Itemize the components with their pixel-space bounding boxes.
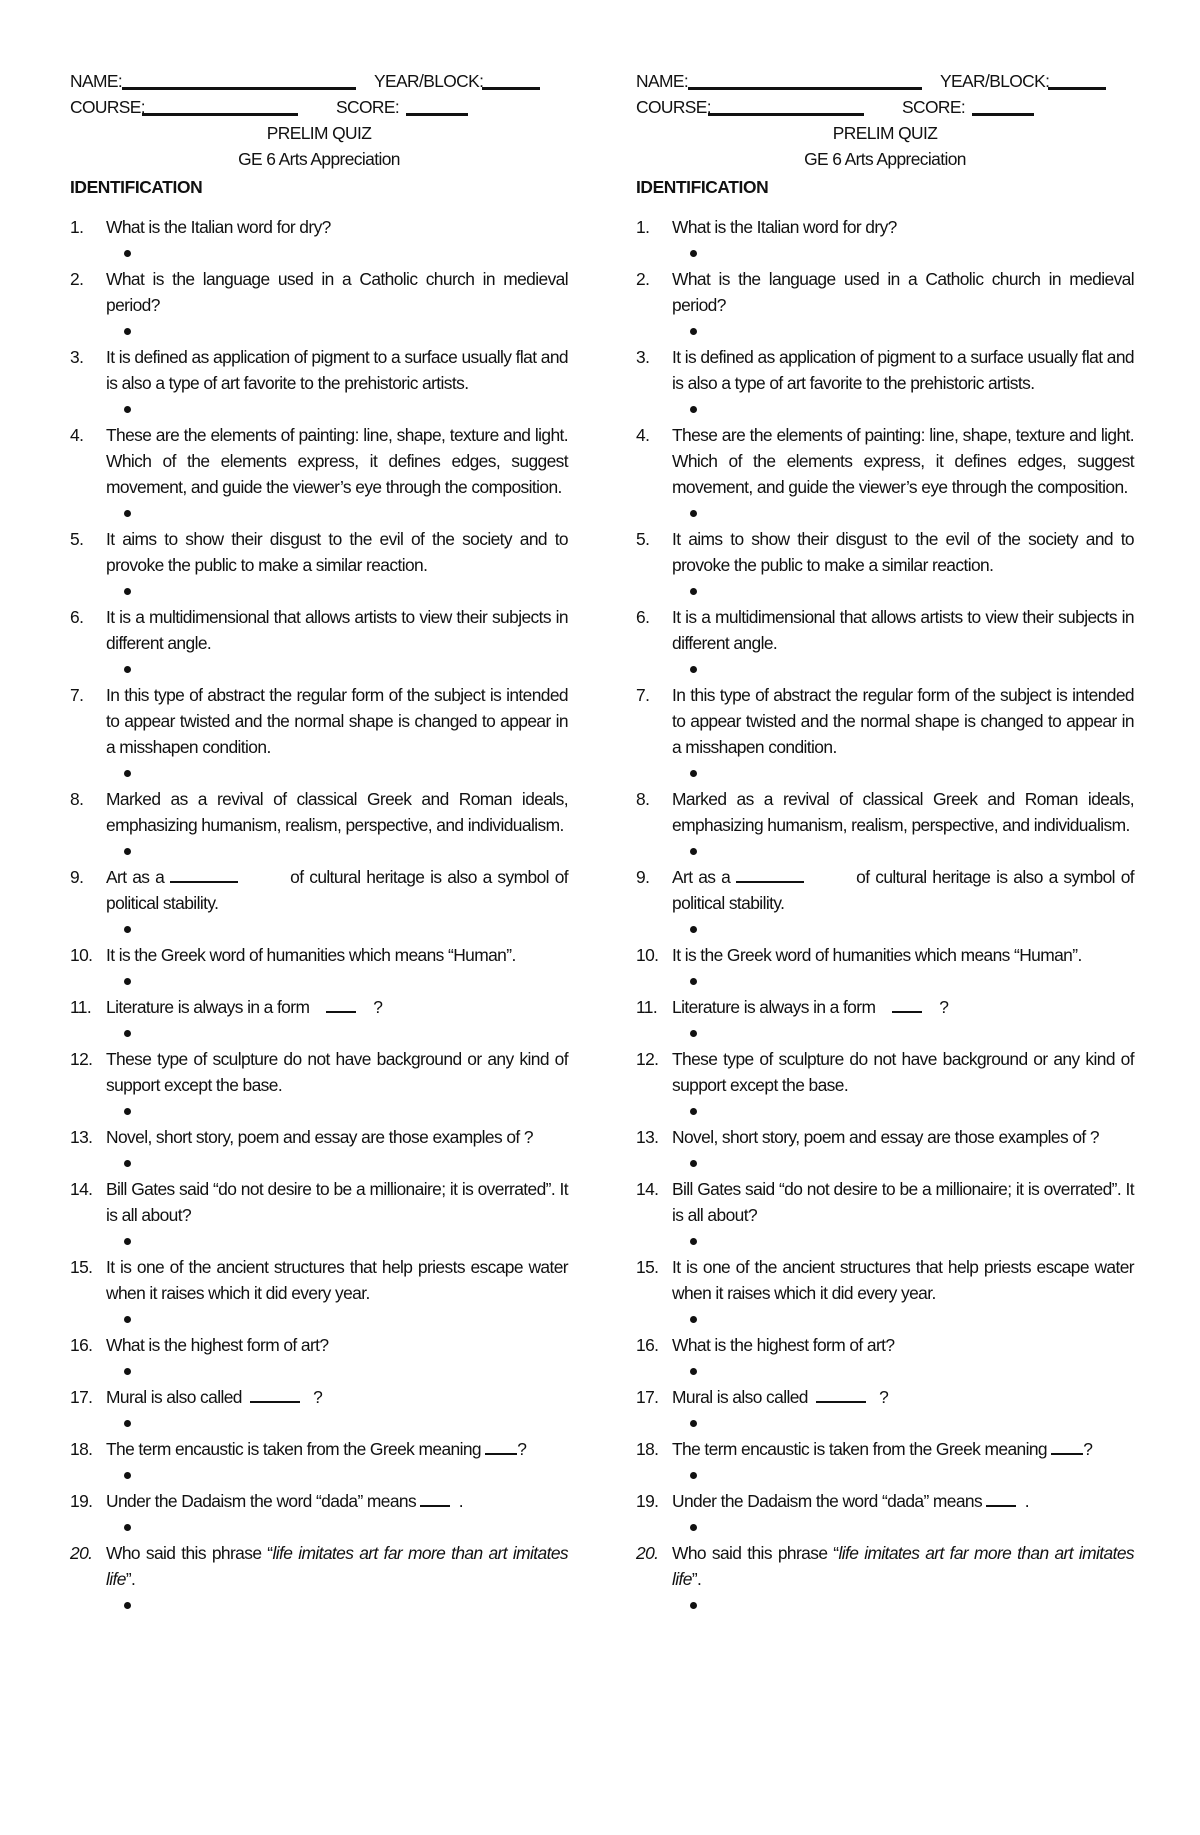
question-item [636, 422, 1134, 526]
question-number: 13. [636, 1127, 659, 1147]
score-blank[interactable] [972, 113, 1034, 116]
question-item [70, 526, 568, 604]
score-label: SCORE: [336, 97, 400, 117]
question-number: 12. [636, 1049, 659, 1069]
quiz-copy-left [70, 68, 568, 1618]
answer-bullet[interactable] [106, 318, 568, 344]
section-title: IDENTIFICATION [636, 177, 769, 197]
question-text: The term encaustic is taken from the Greek meaning ? [106, 1439, 527, 1459]
question-text: It is a multidimensional that allows artists to view their subjects in different angle. [672, 607, 1134, 653]
question-number: 5. [70, 529, 84, 549]
question-item [70, 604, 568, 682]
fill-blank[interactable] [1051, 1437, 1083, 1455]
course-blank[interactable] [142, 113, 298, 116]
question-number: 8. [636, 789, 650, 809]
answer-bullet[interactable] [672, 1098, 1134, 1124]
question-item [636, 994, 1134, 1046]
question-item [70, 1332, 568, 1384]
question-item [70, 1436, 568, 1488]
answer-bullet[interactable] [672, 500, 1134, 526]
question-text: These are the elements of painting: line, shape, texture and light. Which of the elements express, it defines edges, suggest movement, and guide the viewer’s eye through the composition. [672, 425, 1134, 497]
question-number: 11. [70, 997, 92, 1017]
fill-blank[interactable] [816, 1385, 866, 1403]
answer-bullet[interactable] [106, 578, 568, 604]
question-number: 19. [70, 1491, 93, 1511]
answer-bullet[interactable] [672, 838, 1134, 864]
answer-bullet[interactable] [106, 1306, 568, 1332]
year-block-blank[interactable] [482, 87, 540, 90]
question-number: 9. [70, 867, 84, 887]
question-number: 18. [70, 1439, 93, 1459]
fill-blank[interactable] [326, 995, 356, 1013]
question-text: In this type of abstract the regular form of the subject is intended to appear twisted and the normal shape is changed to appear in a misshapen condition. [106, 685, 568, 757]
answer-bullet[interactable] [106, 1150, 568, 1176]
question-number: 19. [636, 1491, 659, 1511]
question-number: 7. [636, 685, 650, 705]
question-item [70, 1540, 568, 1618]
question-item [70, 1176, 568, 1254]
question-number: 16. [636, 1335, 659, 1355]
question-item [636, 786, 1134, 864]
question-text: It is a multidimensional that allows artists to view their subjects in different angle. [106, 607, 568, 653]
answer-bullet[interactable] [672, 1150, 1134, 1176]
fill-blank[interactable] [986, 1489, 1016, 1507]
question-text: It aims to show their disgust to the evil of the society and to provoke the public to make a similar reaction. [672, 529, 1134, 575]
question-item [636, 604, 1134, 682]
question-number: 17. [636, 1387, 659, 1407]
question-number: 3. [636, 347, 650, 367]
question-number: 14. [70, 1179, 93, 1199]
question-item [636, 1046, 1134, 1124]
question-text: What is the highest form of art? [106, 1335, 329, 1355]
question-text: What is the language used in a Catholic church in medieval period? [672, 269, 1134, 315]
quiz-copy-right [636, 68, 1134, 1618]
question-text: Mural is also called ? [672, 1387, 889, 1407]
answer-bullet[interactable] [672, 760, 1134, 786]
question-number: 13. [70, 1127, 93, 1147]
question-text: What is the highest form of art? [672, 1335, 895, 1355]
course-title: GE 6 Arts Appreciation [804, 149, 966, 169]
question-item [70, 864, 568, 942]
answer-bullet[interactable] [672, 396, 1134, 422]
answer-bullet[interactable] [106, 1462, 568, 1488]
question-item [70, 344, 568, 422]
question-text: It is defined as application of pigment to a surface usually flat and is also a type of art favorite to the prehistoric artists. [106, 347, 568, 393]
question-number: 8. [70, 789, 84, 809]
question-item [70, 266, 568, 344]
answer-bullet[interactable] [106, 838, 568, 864]
year-block-label: YEAR/BLOCK: [374, 71, 484, 91]
question-item [70, 994, 568, 1046]
year-block-label: YEAR/BLOCK: [940, 71, 1050, 91]
answer-bullet[interactable] [672, 318, 1134, 344]
question-number: 2. [636, 269, 650, 289]
question-item [70, 1384, 568, 1436]
question-text: Art as a of cultural heritage is also a symbol of political stability. [106, 867, 569, 913]
name-label: NAME: [70, 71, 123, 91]
question-number: 20. [636, 1543, 659, 1563]
question-text: Bill Gates said “do not desire to be a millionaire; it is overrated”. It is all about? [106, 1179, 568, 1225]
course-row [70, 94, 568, 120]
question-number: 4. [636, 425, 650, 445]
question-text: The term encaustic is taken from the Greek meaning ? [672, 1439, 1093, 1459]
question-item [636, 682, 1134, 786]
course-label: COURSE: [636, 97, 712, 117]
answer-bullet[interactable] [672, 1592, 1134, 1618]
question-number: 5. [636, 529, 650, 549]
question-number: 10. [636, 945, 659, 965]
question-text: Marked as a revival of classical Greek and Roman ideals, emphasizing humanism, realism, perspective, and individualism. [672, 789, 1134, 835]
question-item [636, 1436, 1134, 1488]
answer-bullet[interactable] [672, 1358, 1134, 1384]
course-blank[interactable] [708, 113, 864, 116]
question-item [70, 1254, 568, 1332]
answer-bullet[interactable] [106, 1514, 568, 1540]
question-number: 15. [70, 1257, 93, 1277]
question-text: Novel, short story, poem and essay are those examples of ? [106, 1127, 533, 1147]
name-row [636, 68, 1134, 94]
question-item [70, 214, 568, 266]
question-item [70, 942, 568, 994]
fill-blank[interactable] [420, 1489, 450, 1507]
question-number: 6. [70, 607, 84, 627]
question-text: Who said this phrase “life imitates art far more than art imitates life”. [672, 1543, 1134, 1589]
answer-bullet[interactable] [106, 1358, 568, 1384]
answer-bullet[interactable] [106, 968, 568, 994]
question-number: 2. [70, 269, 84, 289]
answer-bullet[interactable] [106, 1228, 568, 1254]
question-text: Art as a of cultural heritage is also a symbol of political stability. [672, 867, 1135, 913]
answer-bullet[interactable] [672, 916, 1134, 942]
question-text: It is the Greek word of humanities which means “Human”. [672, 945, 1082, 965]
question-item [70, 682, 568, 786]
question-item [636, 1540, 1134, 1618]
course-title: GE 6 Arts Appreciation [238, 149, 400, 169]
answer-bullet[interactable] [106, 1592, 568, 1618]
question-item [70, 1488, 568, 1540]
question-list [636, 214, 1134, 1618]
score-blank[interactable] [406, 113, 468, 116]
name-row [70, 68, 568, 94]
score-label: SCORE: [902, 97, 966, 117]
answer-bullet[interactable] [672, 656, 1134, 682]
question-number: 15. [636, 1257, 659, 1277]
fill-blank[interactable] [485, 1437, 517, 1455]
quiz-title: PRELIM QUIZ [266, 123, 372, 143]
question-text: Mural is also called ? [106, 1387, 323, 1407]
question-text: Under the Dadaism the word “dada” means . [106, 1491, 464, 1511]
question-item [636, 1384, 1134, 1436]
answer-bullet[interactable] [106, 760, 568, 786]
answer-bullet[interactable] [672, 1020, 1134, 1046]
answer-bullet[interactable] [106, 396, 568, 422]
question-number: 4. [70, 425, 84, 445]
question-text: It is one of the ancient structures that help priests escape water when it raises which it did every year. [672, 1257, 1134, 1303]
question-item [70, 422, 568, 526]
name-blank[interactable] [688, 87, 922, 90]
question-text: It is one of the ancient structures that help priests escape water when it raises which it did every year. [106, 1257, 568, 1303]
question-number: 17. [70, 1387, 93, 1407]
section-title: IDENTIFICATION [70, 177, 203, 197]
question-item [70, 1046, 568, 1124]
question-text: Under the Dadaism the word “dada” means . [672, 1491, 1030, 1511]
question-text: These are the elements of painting: line, shape, texture and light. Which of the elements express, it defines edges, suggest movement, and guide the viewer’s eye through the composition. [106, 425, 568, 497]
question-text: These type of sculpture do not have background or any kind of support except the base. [672, 1049, 1134, 1095]
question-number: 14. [636, 1179, 659, 1199]
answer-bullet[interactable] [672, 1462, 1134, 1488]
answer-bullet[interactable] [106, 500, 568, 526]
question-number: 18. [636, 1439, 659, 1459]
question-item [636, 1124, 1134, 1176]
name-label: NAME: [636, 71, 689, 91]
answer-bullet[interactable] [672, 1306, 1134, 1332]
question-text: It is the Greek word of humanities which means “Human”. [106, 945, 516, 965]
answer-bullet[interactable] [106, 1098, 568, 1124]
question-text: What is the Italian word for dry? [672, 217, 897, 237]
fill-blank[interactable] [892, 995, 922, 1013]
question-number: 3. [70, 347, 84, 367]
question-number: 6. [636, 607, 650, 627]
question-item [636, 1176, 1134, 1254]
question-item [636, 942, 1134, 994]
question-text: What is the language used in a Catholic church in medieval period? [106, 269, 568, 315]
fill-blank[interactable] [250, 1385, 300, 1403]
course-row [636, 94, 1134, 120]
answer-bullet[interactable] [672, 240, 1134, 266]
question-item [70, 786, 568, 864]
question-number: 1. [636, 217, 650, 237]
question-number: 20. [70, 1543, 93, 1563]
answer-bullet[interactable] [672, 1514, 1134, 1540]
question-text: Literature is always in a form ? [672, 997, 949, 1017]
question-number: 9. [636, 867, 650, 887]
question-text: Bill Gates said “do not desire to be a millionaire; it is overrated”. It is all about? [672, 1179, 1134, 1225]
course-label: COURSE: [70, 97, 146, 117]
year-block-blank[interactable] [1048, 87, 1106, 90]
question-item [636, 1254, 1134, 1332]
question-item [636, 526, 1134, 604]
question-text: Who said this phrase “life imitates art far more than art imitates life”. [106, 1543, 568, 1589]
question-item [636, 344, 1134, 422]
question-text: It aims to show their disgust to the evil of the society and to provoke the public to make a similar reaction. [106, 529, 568, 575]
fill-blank[interactable] [736, 865, 804, 883]
question-text: Novel, short story, poem and essay are those examples of ? [672, 1127, 1099, 1147]
question-item [636, 1488, 1134, 1540]
answer-bullet[interactable] [106, 1410, 568, 1436]
question-item [636, 266, 1134, 344]
question-number: 16. [70, 1335, 93, 1355]
answer-bullet[interactable] [672, 1410, 1134, 1436]
question-item [636, 214, 1134, 266]
question-text: Literature is always in a form ? [106, 997, 383, 1017]
answer-bullet[interactable] [106, 240, 568, 266]
question-item [636, 1332, 1134, 1384]
question-text: Marked as a revival of classical Greek and Roman ideals, emphasizing humanism, realism, perspective, and individualism. [106, 789, 568, 835]
fill-blank[interactable] [170, 865, 238, 883]
question-text: What is the Italian word for dry? [106, 217, 331, 237]
question-number: 10. [70, 945, 93, 965]
question-list [70, 214, 568, 1618]
name-blank[interactable] [122, 87, 356, 90]
answer-bullet[interactable] [672, 968, 1134, 994]
question-number: 12. [70, 1049, 93, 1069]
question-number: 1. [70, 217, 84, 237]
question-text: It is defined as application of pigment to a surface usually flat and is also a type of art favorite to the prehistoric artists. [672, 347, 1134, 393]
question-item [70, 1124, 568, 1176]
answer-bullet[interactable] [672, 1228, 1134, 1254]
question-item [636, 864, 1134, 942]
question-number: 7. [70, 685, 84, 705]
answer-bullet[interactable] [672, 578, 1134, 604]
question-number: 11. [636, 997, 658, 1017]
quiz-title: PRELIM QUIZ [832, 123, 938, 143]
answer-bullet[interactable] [106, 916, 568, 942]
answer-bullet[interactable] [106, 656, 568, 682]
question-text: In this type of abstract the regular form of the subject is intended to appear twisted and the normal shape is changed to appear in a misshapen condition. [672, 685, 1134, 757]
question-text: These type of sculpture do not have background or any kind of support except the base. [106, 1049, 568, 1095]
answer-bullet[interactable] [106, 1020, 568, 1046]
